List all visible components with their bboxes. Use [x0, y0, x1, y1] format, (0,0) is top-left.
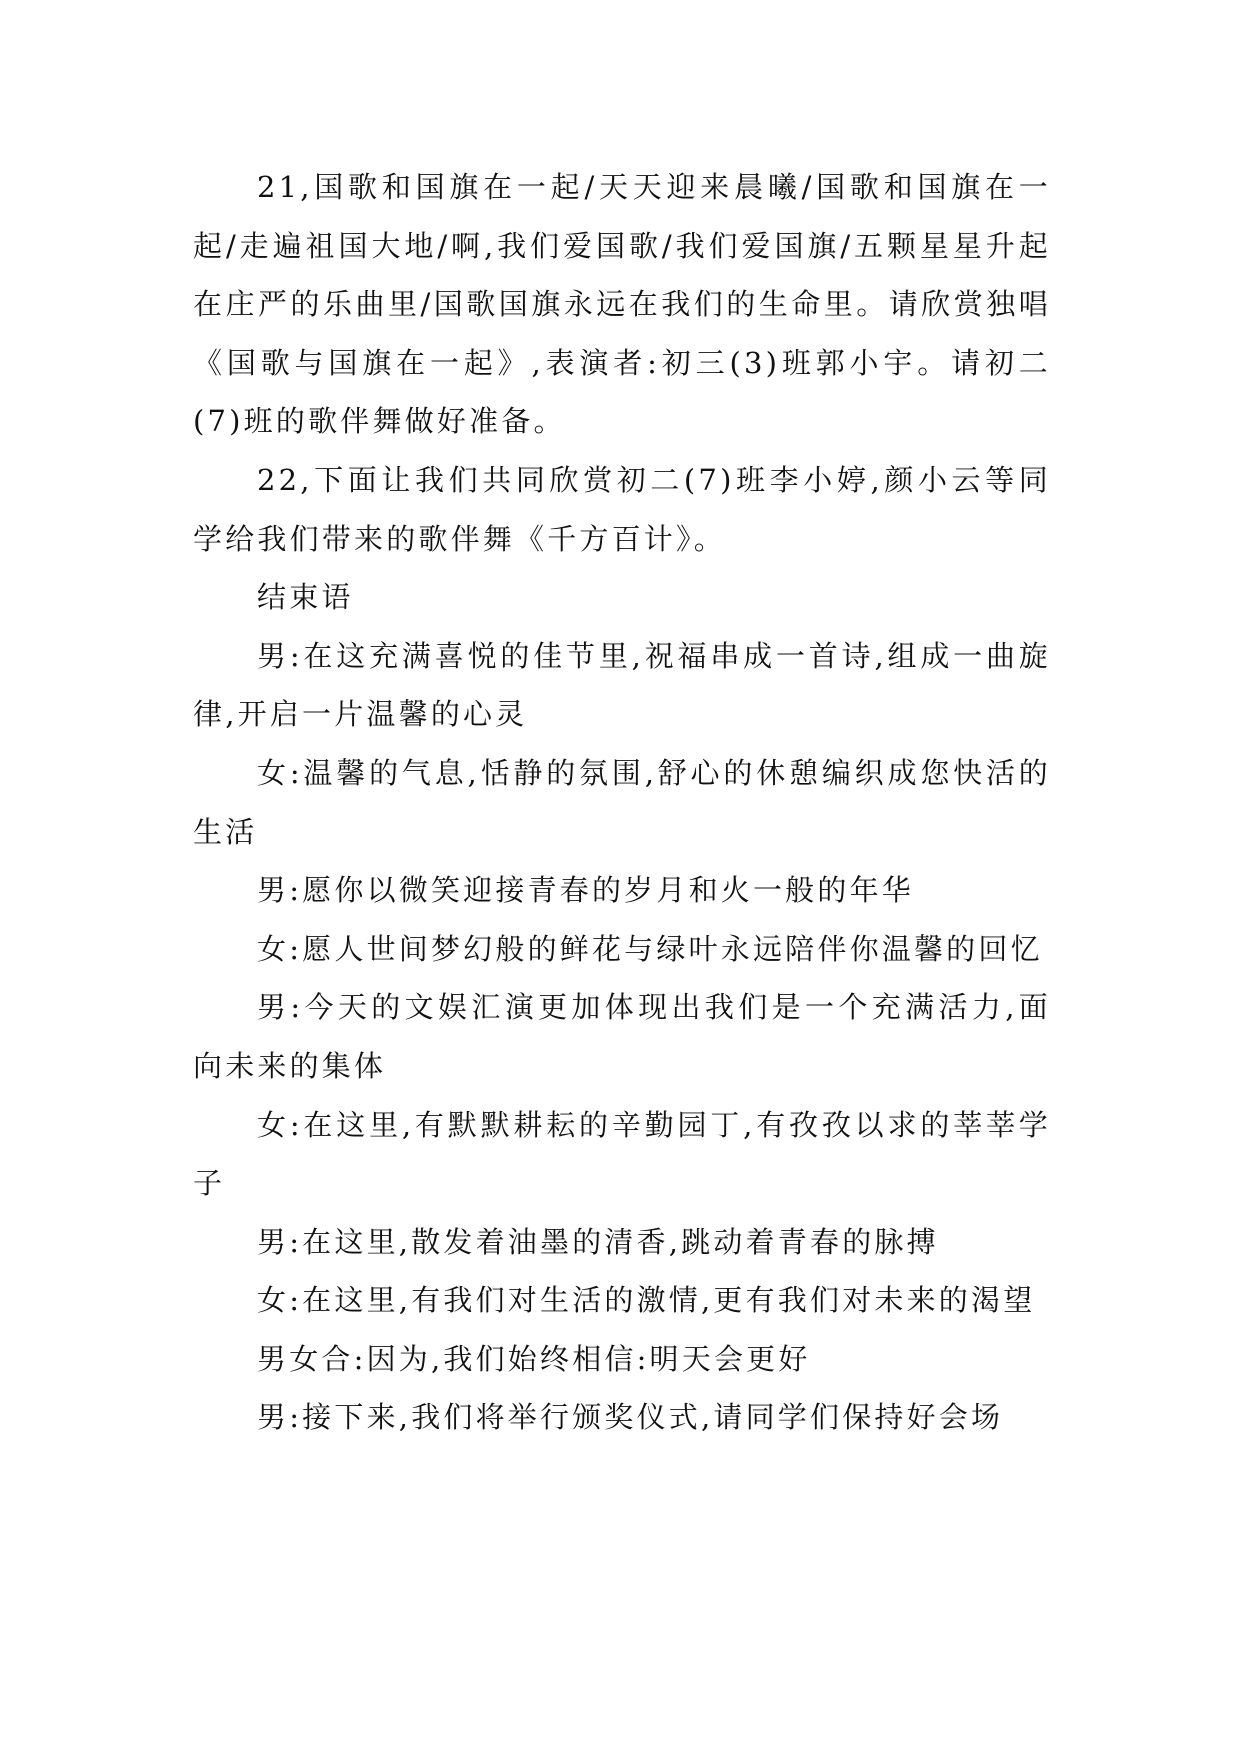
paragraph-item-21: 21,国歌和国旗在一起/天天迎来晨曦/国歌和国旗在一起/走遍祖国大地/啊,我们爱国歌/我们爱国旗/五颗星星升起在庄严的乐曲里/国歌国旗永远在我们的生命里。请欣赏独唱《国歌与国旗在一起》,表演者:初三(3)班郭小宇。请初二(7)班的歌伴舞做好准备。 — [193, 170, 1051, 439]
dialogue-line: 男:接下来,我们将举行颁奖仪式,请同学们保持好会场 — [257, 1400, 1004, 1435]
dialogue-line: 男女合:因为,我们始终相信:明天会更好 — [257, 1341, 811, 1376]
dialogue-line: 男:愿你以微笑迎接青春的岁月和火一般的年华 — [257, 873, 914, 908]
section-heading-ending: 结束语 — [257, 580, 354, 615]
paragraph-item-22: 22,下面让我们共同欣赏初二(7)班李小婷,颜小云等同学给我们带来的歌伴舞《千方百计》。 — [193, 462, 1051, 556]
dialogue-line: 男:今天的文娱汇演更加体现出我们是一个充满活力,面向未来的集体 — [193, 990, 1051, 1083]
dialogue-line: 女:温馨的气息,恬静的氛围,舒心的休憩编织成您快活的生活 — [193, 755, 1051, 849]
document-body — [193, 158, 1051, 1447]
dialogue-line: 男:在这里,散发着油墨的清香,跳动着青春的脉搏 — [257, 1224, 939, 1259]
dialogue-line: 女:愿人世间梦幻般的鲜花与绿叶永远陪伴你温馨的回忆 — [257, 931, 1043, 966]
dialogue-line: 女:在这里,有默默耕耘的辛勤园丁,有孜孜以求的莘莘学子 — [193, 1107, 1051, 1201]
dialogue-line: 女:在这里,有我们对生活的激情,更有我们对未来的渴望 — [257, 1283, 1036, 1318]
dialogue-line: 男:在这充满喜悦的佳节里,祝福串成一首诗,组成一曲旋律,开启一片温馨的心灵 — [193, 638, 1051, 732]
